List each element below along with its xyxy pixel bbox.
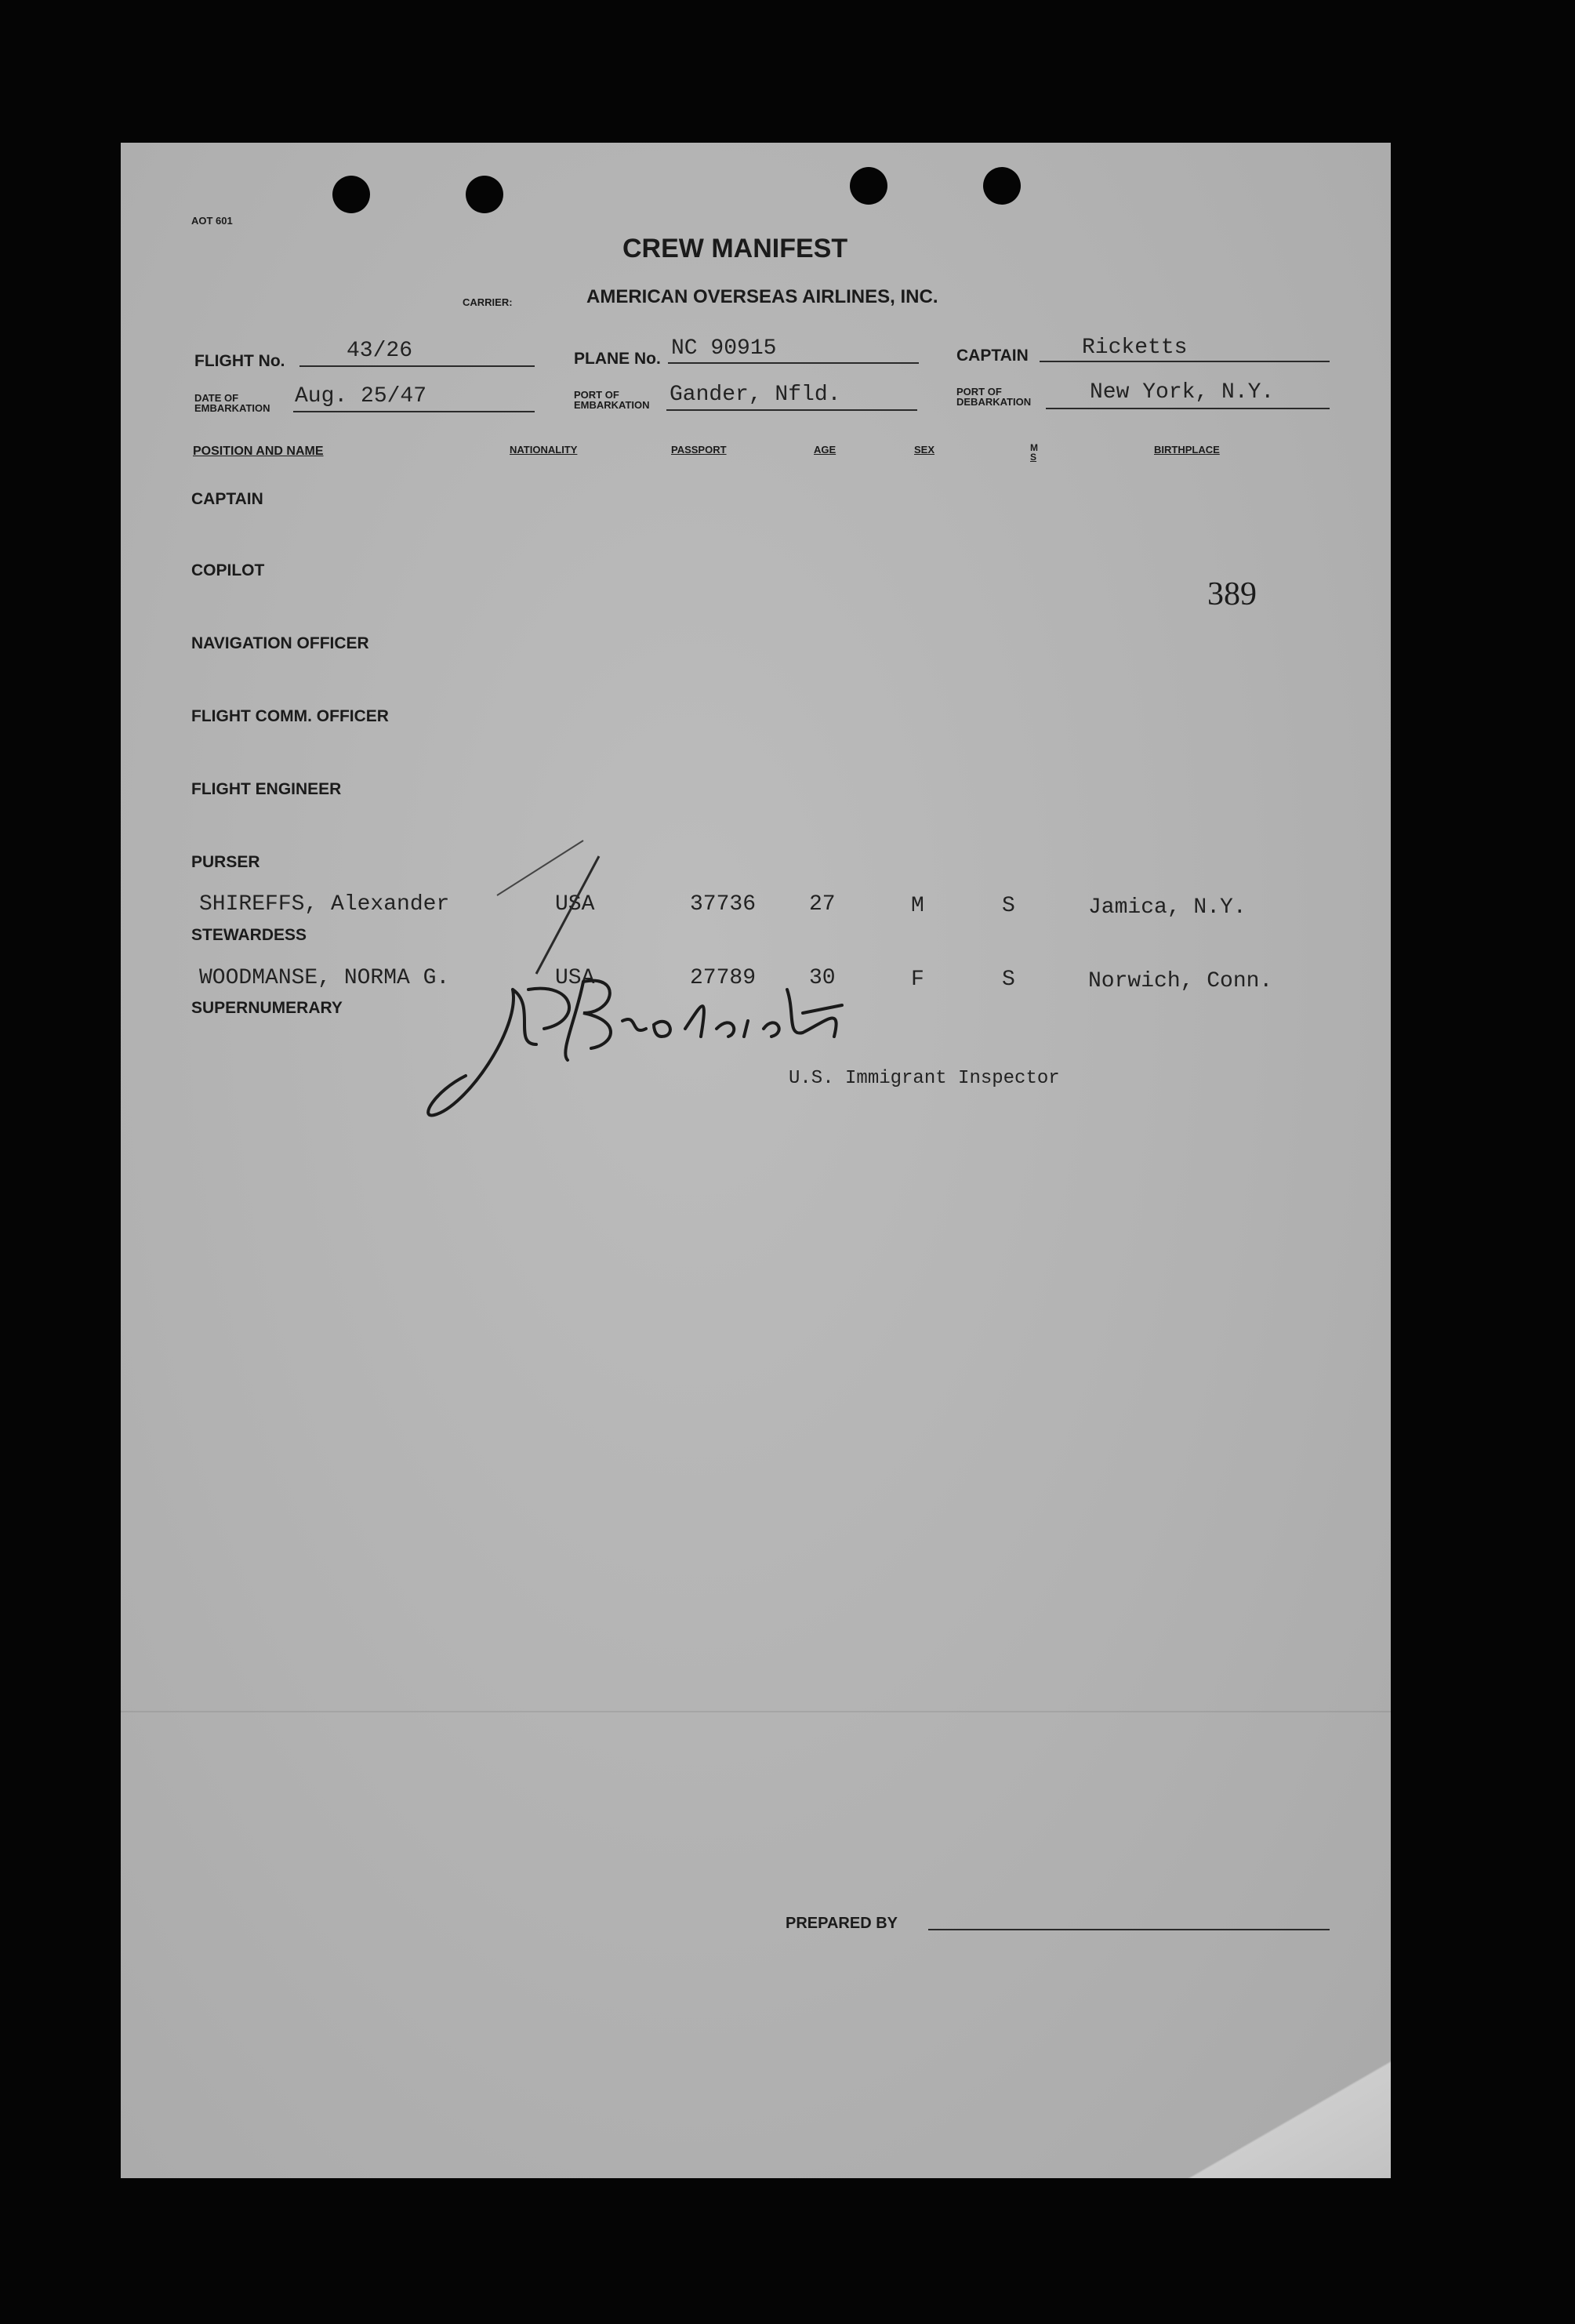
position-navigation-officer: NAVIGATION OFFICER xyxy=(191,634,369,652)
plane-number: NC 90915 xyxy=(671,336,777,361)
captain-label: CAPTAIN xyxy=(956,347,1029,365)
port-emb-label-top: PORT OF xyxy=(574,389,619,401)
crew-name: WOODMANSE, NORMA G. xyxy=(199,966,450,990)
date-line xyxy=(293,411,535,412)
flight-line xyxy=(299,365,535,367)
col-ms-bottom: S xyxy=(1030,452,1037,463)
col-ms-top: M xyxy=(1030,442,1038,453)
manifest-page xyxy=(121,143,1391,2178)
form-code: AOT 601 xyxy=(191,215,233,227)
position-copilot: COPILOT xyxy=(191,561,265,579)
col-passport: PASSPORT xyxy=(671,444,727,456)
crew-sex: M xyxy=(911,894,924,918)
embarkation-date: Aug. 25/47 xyxy=(295,384,427,409)
col-age: AGE xyxy=(814,444,836,456)
crew-age: 27 xyxy=(809,892,836,917)
date-label-top: DATE OF xyxy=(194,392,239,404)
position-supernumerary: SUPERNUMERARY xyxy=(191,999,343,1017)
position-captain: CAPTAIN xyxy=(191,490,263,508)
crew-nationality: USA xyxy=(555,892,595,917)
port-deb-label-top: PORT OF xyxy=(956,386,1002,398)
crew-status: S xyxy=(1002,968,1015,992)
port-deb-label-bottom: DEBARKATION xyxy=(956,396,1032,408)
position-purser: PURSER xyxy=(191,853,260,871)
captain-line xyxy=(1040,361,1330,362)
folded-corner xyxy=(1187,2061,1391,2178)
inspector-title: U.S. Immigrant Inspector xyxy=(789,1068,1060,1089)
port-emb-label-bottom: EMBARKATION xyxy=(574,399,650,411)
prepared-by-line xyxy=(928,1929,1330,1930)
paper-fold xyxy=(121,1711,1391,1712)
position-stewardess: STEWARDESS xyxy=(191,926,307,944)
col-sex: SEX xyxy=(914,444,935,456)
prepared-by-label: PREPARED BY xyxy=(786,1915,898,1932)
crew-name: SHIREFFS, Alexander xyxy=(199,892,450,917)
col-birthplace: BIRTHPLACE xyxy=(1154,444,1220,456)
page-number: 389 xyxy=(1207,576,1257,612)
port-of-embarkation: Gander, Nfld. xyxy=(670,383,841,407)
crew-passport: 37736 xyxy=(690,892,757,917)
inspector-signature xyxy=(419,958,905,1146)
flight-label: FLIGHT No. xyxy=(194,352,285,370)
position-flight-engineer: FLIGHT ENGINEER xyxy=(191,780,342,798)
carrier-label: CARRIER: xyxy=(463,296,513,308)
captain-name: Ricketts xyxy=(1082,336,1188,360)
port-of-debarkation: New York, N.Y. xyxy=(1090,380,1275,405)
col-position: POSITION AND NAME xyxy=(193,445,324,458)
crew-sex: F xyxy=(911,968,924,992)
plane-line xyxy=(668,362,919,364)
crew-birthplace: Jamica, N.Y. xyxy=(1088,895,1247,920)
port-deb-line xyxy=(1046,408,1330,409)
crew-nationality: USA xyxy=(555,966,595,990)
crew-age: 30 xyxy=(809,966,836,990)
flight-number: 43/26 xyxy=(347,339,413,363)
col-nationality: NATIONALITY xyxy=(510,444,578,456)
punch-hole xyxy=(332,176,370,213)
date-label-bottom: EMBARKATION xyxy=(194,402,270,414)
carrier-name: AMERICAN OVERSEAS AIRLINES, INC. xyxy=(586,286,938,307)
crew-birthplace: Norwich, Conn. xyxy=(1088,969,1273,993)
punch-hole xyxy=(466,176,503,213)
plane-label: PLANE No. xyxy=(574,350,661,368)
position-flight-comm-officer: FLIGHT COMM. OFFICER xyxy=(191,707,389,725)
punch-hole xyxy=(983,167,1021,205)
page-title: CREW MANIFEST xyxy=(622,234,848,263)
punch-hole xyxy=(850,167,887,205)
port-emb-line xyxy=(666,409,917,411)
crew-status: S xyxy=(1002,894,1015,918)
crew-passport: 27789 xyxy=(690,966,757,990)
